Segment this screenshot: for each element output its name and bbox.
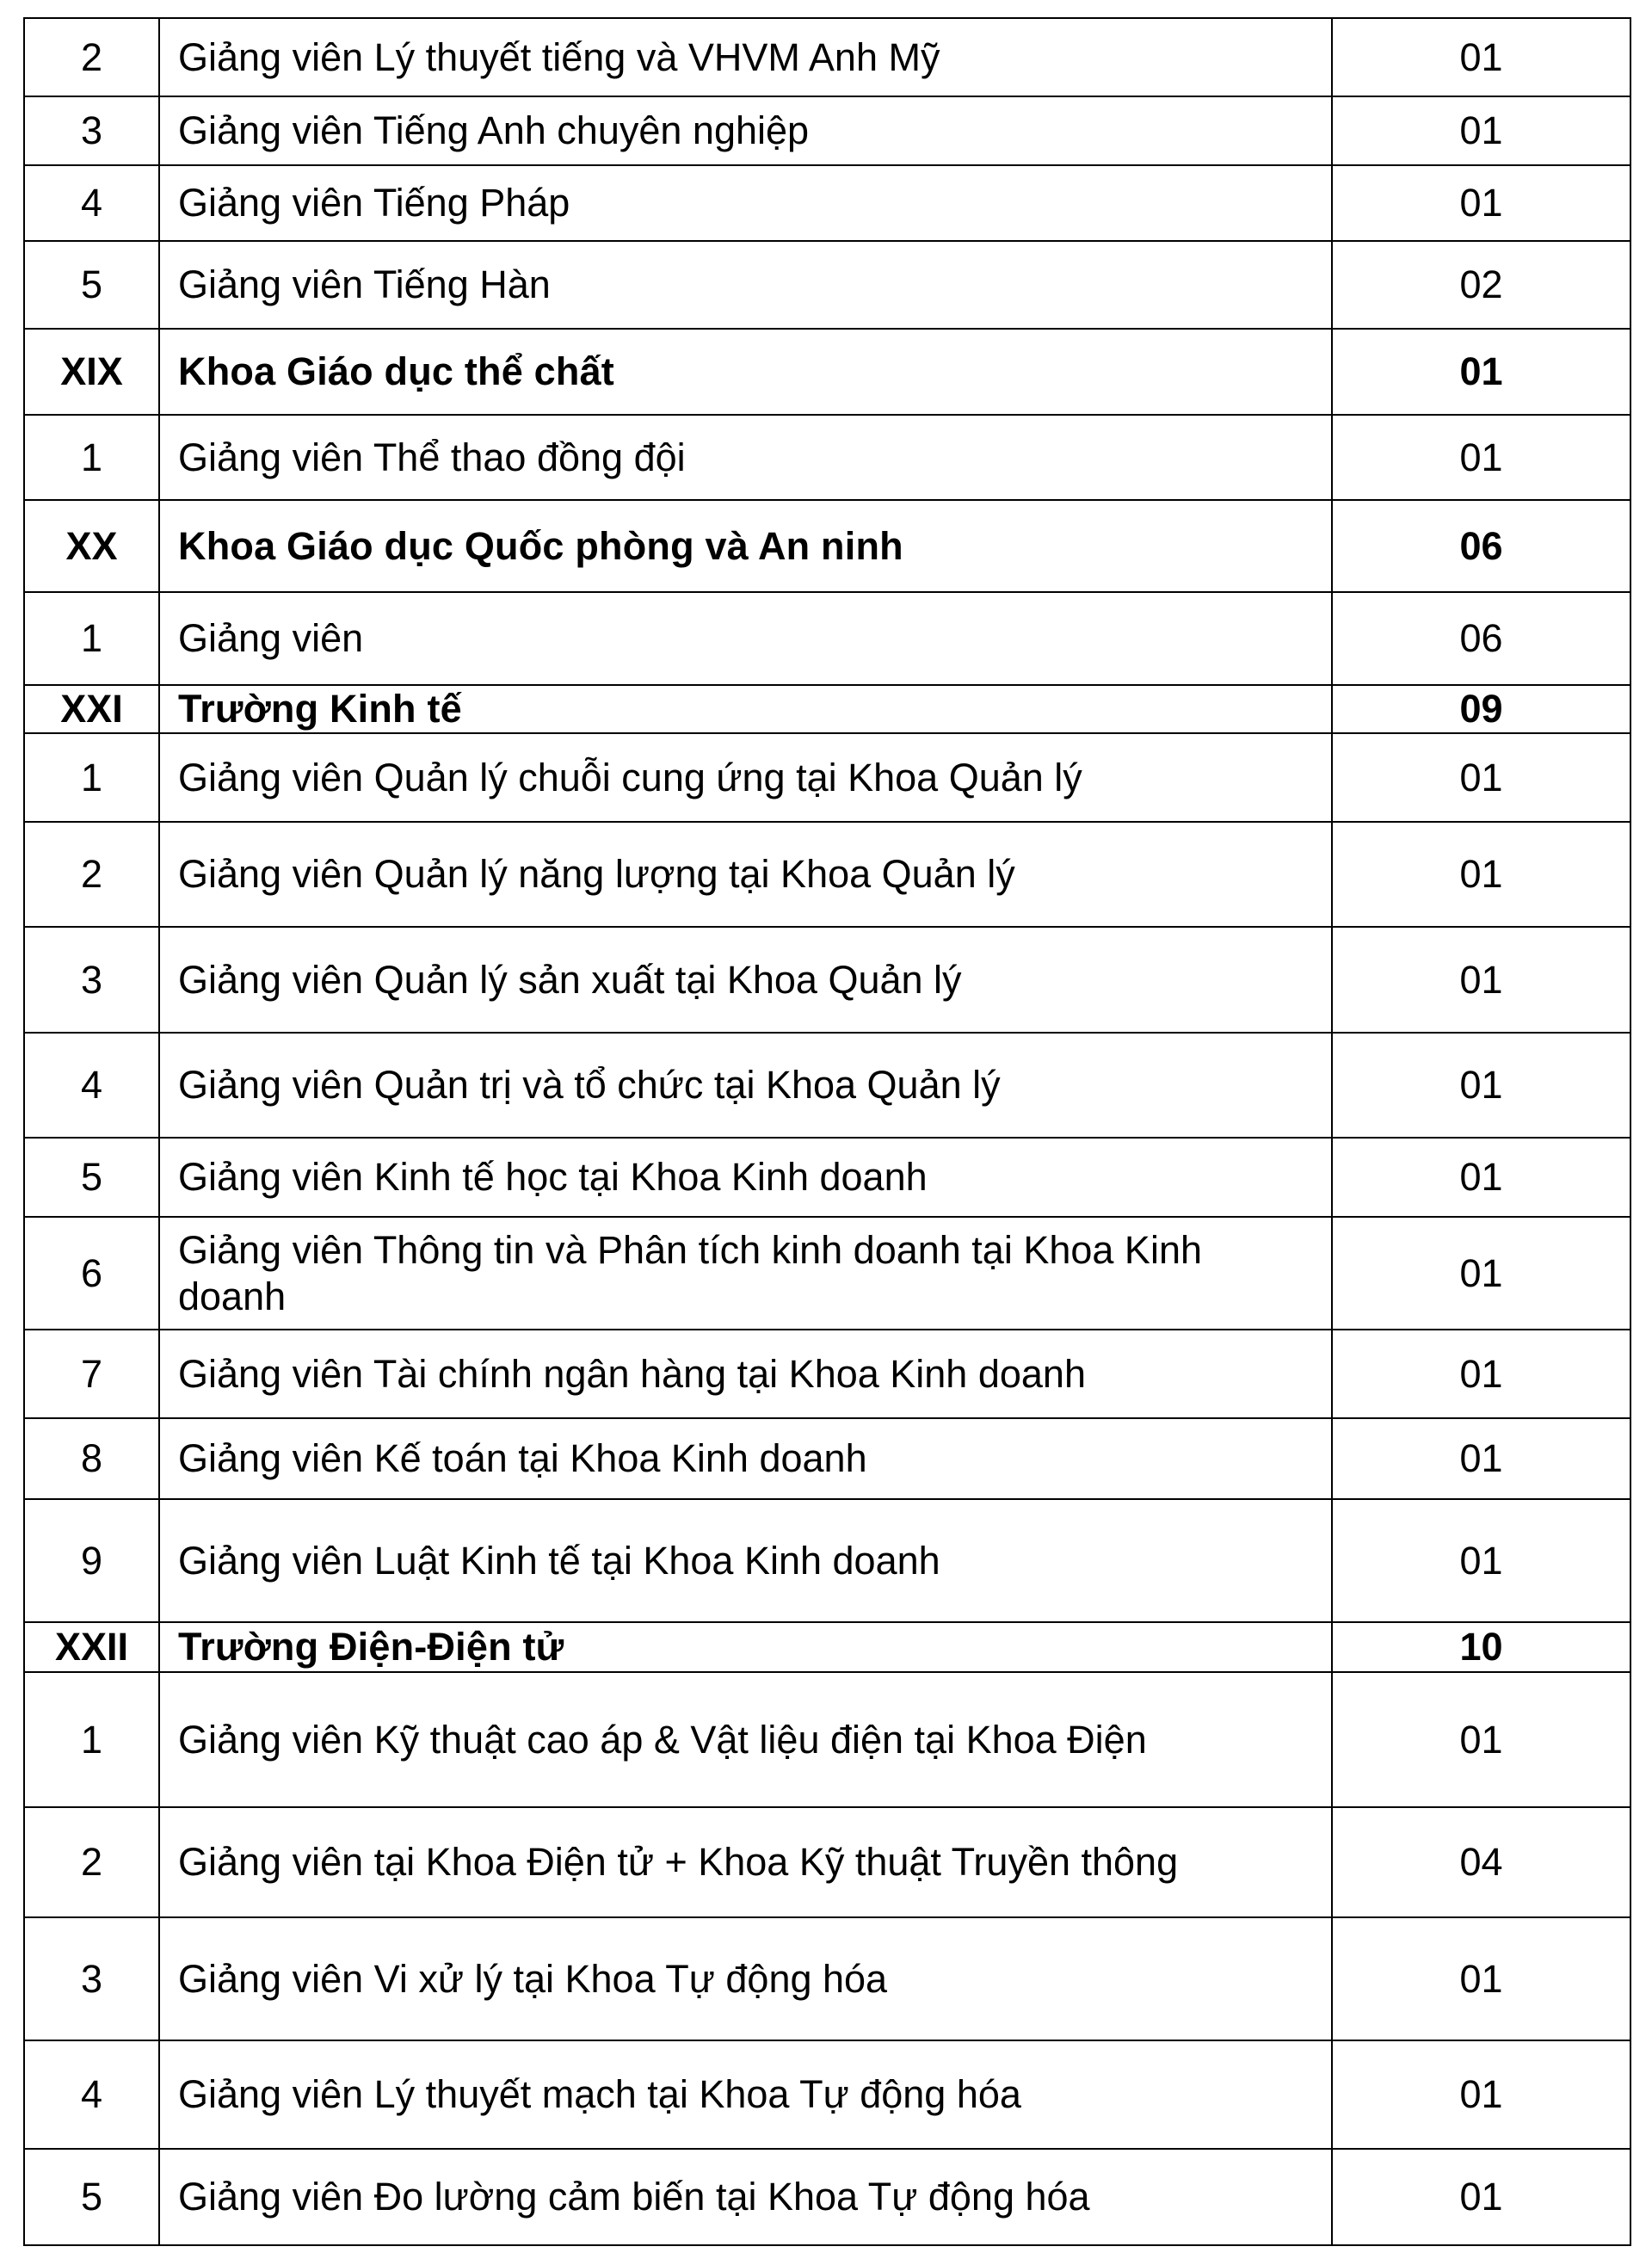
table-row — [24, 1418, 1630, 1499]
row-position: Giảng viên Quản lý sản xuất tại Khoa Quản lý — [159, 927, 1332, 1033]
row-quota: 01 — [1332, 2149, 1630, 2245]
row-position: Giảng viên Thông tin và Phân tích kinh doanh tại Khoa Kinh doanh — [159, 1217, 1332, 1330]
row-position: Giảng viên Kỹ thuật cao áp & Vật liệu điện tại Khoa Điện — [159, 1672, 1332, 1807]
row-position: Giảng viên Tiếng Pháp — [159, 165, 1332, 241]
row-quota: 01 — [1332, 1217, 1630, 1330]
row-number: 5 — [24, 2149, 159, 2245]
table-body — [24, 18, 1630, 2245]
row-quota: 01 — [1332, 1138, 1630, 1217]
section-number: XXI — [24, 685, 159, 733]
row-position: Giảng viên Lý thuyết tiếng và VHVM Anh Mỹ — [159, 18, 1332, 96]
section-number: XIX — [24, 329, 159, 415]
row-position: Giảng viên Quản lý năng lượng tại Khoa Quản lý — [159, 822, 1332, 927]
table-row — [24, 592, 1630, 685]
row-number: 4 — [24, 165, 159, 241]
table-row — [24, 2040, 1630, 2149]
table-row — [24, 1033, 1630, 1138]
row-quota: 01 — [1332, 1033, 1630, 1138]
section-row — [24, 329, 1630, 415]
row-quota: 01 — [1332, 18, 1630, 96]
section-quota: 01 — [1332, 329, 1630, 415]
section-quota: 09 — [1332, 685, 1630, 733]
section-number: XXII — [24, 1622, 159, 1672]
row-number: 3 — [24, 927, 159, 1033]
row-position: Giảng viên Quản lý chuỗi cung ứng tại Khoa Quản lý — [159, 733, 1332, 822]
section-row — [24, 500, 1630, 592]
row-number: 5 — [24, 241, 159, 329]
table-row — [24, 165, 1630, 241]
row-quota: 06 — [1332, 592, 1630, 685]
row-quota: 01 — [1332, 1330, 1630, 1418]
row-number: 2 — [24, 1807, 159, 1917]
row-position: Giảng viên Thể thao đồng đội — [159, 415, 1332, 500]
row-position: Giảng viên Quản trị và tổ chức tại Khoa Quản lý — [159, 1033, 1332, 1138]
row-number: 1 — [24, 733, 159, 822]
row-number: 7 — [24, 1330, 159, 1418]
table-row — [24, 96, 1630, 165]
table-row — [24, 1807, 1630, 1917]
table-row — [24, 1217, 1630, 1330]
table-row — [24, 822, 1630, 927]
table-row — [24, 1330, 1630, 1418]
table-row — [24, 2149, 1630, 2245]
section-title: Trường Điện-Điện tử — [159, 1622, 1332, 1672]
row-number: 1 — [24, 1672, 159, 1807]
table-row — [24, 1917, 1630, 2040]
row-quota: 04 — [1332, 1807, 1630, 1917]
row-position: Giảng viên Đo lường cảm biến tại Khoa Tự động hóa — [159, 2149, 1332, 2245]
row-position: Giảng viên Lý thuyết mạch tại Khoa Tự động hóa — [159, 2040, 1332, 2149]
section-quota: 06 — [1332, 500, 1630, 592]
row-number: 3 — [24, 1917, 159, 2040]
section-title: Khoa Giáo dục Quốc phòng và An ninh — [159, 500, 1332, 592]
table-row — [24, 1499, 1630, 1622]
row-quota: 01 — [1332, 1672, 1630, 1807]
table-row — [24, 241, 1630, 329]
row-quota: 02 — [1332, 241, 1630, 329]
table-row — [24, 415, 1630, 500]
staff-quota-table — [23, 17, 1631, 2246]
row-number: 6 — [24, 1217, 159, 1330]
table-row — [24, 733, 1630, 822]
section-number: XX — [24, 500, 159, 592]
table-row — [24, 927, 1630, 1033]
row-quota: 01 — [1332, 96, 1630, 165]
row-position: Giảng viên Luật Kinh tế tại Khoa Kinh doanh — [159, 1499, 1332, 1622]
row-number: 3 — [24, 96, 159, 165]
row-quota: 01 — [1332, 1418, 1630, 1499]
section-row — [24, 685, 1630, 733]
row-number: 2 — [24, 822, 159, 927]
row-number: 8 — [24, 1418, 159, 1499]
row-quota: 01 — [1332, 165, 1630, 241]
row-number: 5 — [24, 1138, 159, 1217]
row-quota: 01 — [1332, 415, 1630, 500]
row-position: Giảng viên tại Khoa Điện tử + Khoa Kỹ thuật Truyền thông — [159, 1807, 1332, 1917]
row-position: Giảng viên Tiếng Anh chuyên nghiệp — [159, 96, 1332, 165]
row-position: Giảng viên — [159, 592, 1332, 685]
row-quota: 01 — [1332, 822, 1630, 927]
row-number: 4 — [24, 2040, 159, 2149]
row-position: Giảng viên Vi xử lý tại Khoa Tự động hóa — [159, 1917, 1332, 2040]
section-title: Trường Kinh tế — [159, 685, 1332, 733]
row-number: 2 — [24, 18, 159, 96]
table-row — [24, 1138, 1630, 1217]
row-position: Giảng viên Kế toán tại Khoa Kinh doanh — [159, 1418, 1332, 1499]
table-row — [24, 18, 1630, 96]
row-number: 1 — [24, 592, 159, 685]
section-row — [24, 1622, 1630, 1672]
row-number: 9 — [24, 1499, 159, 1622]
section-title: Khoa Giáo dục thể chất — [159, 329, 1332, 415]
section-quota: 10 — [1332, 1622, 1630, 1672]
row-quota: 01 — [1332, 1499, 1630, 1622]
row-position: Giảng viên Tài chính ngân hàng tại Khoa Kinh doanh — [159, 1330, 1332, 1418]
row-number: 4 — [24, 1033, 159, 1138]
row-quota: 01 — [1332, 1917, 1630, 2040]
row-number: 1 — [24, 415, 159, 500]
row-quota: 01 — [1332, 733, 1630, 822]
row-quota: 01 — [1332, 2040, 1630, 2149]
table-row — [24, 1672, 1630, 1807]
row-quota: 01 — [1332, 927, 1630, 1033]
row-position: Giảng viên Tiếng Hàn — [159, 241, 1332, 329]
row-position: Giảng viên Kinh tế học tại Khoa Kinh doanh — [159, 1138, 1332, 1217]
